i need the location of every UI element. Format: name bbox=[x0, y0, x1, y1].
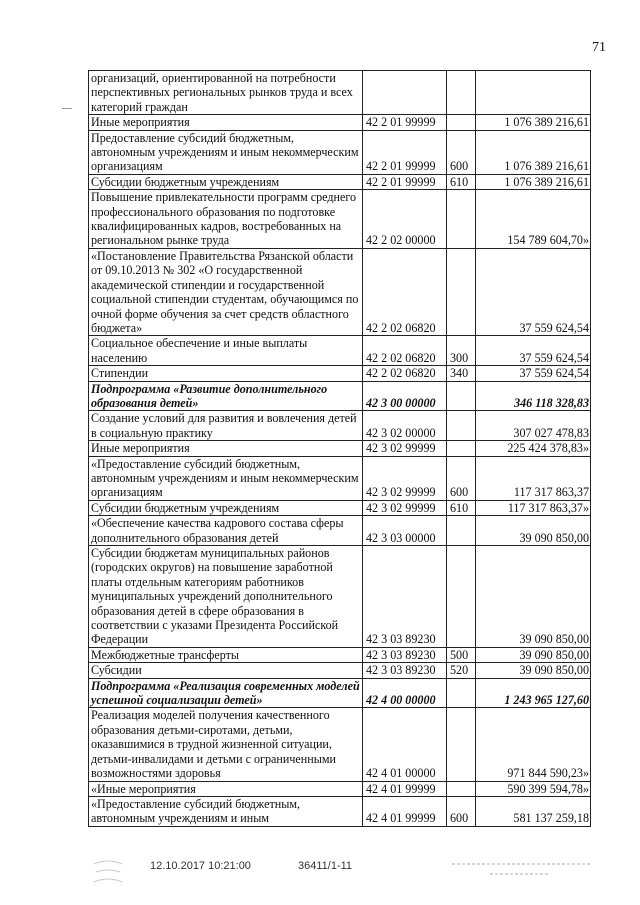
cell-sum: 39 090 850,00 bbox=[476, 647, 591, 662]
cell-name: Стипендии bbox=[89, 366, 363, 381]
cell-expense-type: 520 bbox=[447, 663, 476, 678]
cell-code: 42 2 02 06820 bbox=[363, 366, 447, 381]
table-row bbox=[89, 781, 591, 796]
cell-expense-type: 610 bbox=[447, 500, 476, 515]
cell-name: Иные мероприятия bbox=[89, 115, 363, 130]
cell-sum: 39 090 850,00 bbox=[476, 546, 591, 648]
table-row bbox=[89, 130, 591, 174]
table-row bbox=[89, 411, 591, 441]
cell-code: 42 3 03 89230 bbox=[363, 663, 447, 678]
footer-doc-id: 36411/1-11 bbox=[298, 860, 353, 872]
cell-sum: 971 844 590,23» bbox=[476, 708, 591, 781]
cell-expense-type bbox=[447, 708, 476, 781]
cell-code: 42 3 02 99999 bbox=[363, 500, 447, 515]
cell-name: Социальное обеспечение и иные выплаты населению bbox=[89, 336, 363, 366]
cell-sum: 117 317 863,37 bbox=[476, 456, 591, 500]
cell-expense-type bbox=[447, 516, 476, 546]
page-footer bbox=[0, 856, 640, 896]
cell-expense-type bbox=[447, 115, 476, 130]
cell-code: 42 2 01 99999 bbox=[363, 174, 447, 189]
cell-code: 42 2 01 99999 bbox=[363, 130, 447, 174]
cell-name: Субсидии бюджетам муниципальных районов (городских округов) на повышение заработной платы отдельным категориям работников муниципальных учреждений дополнительного образования детей в сфере образования в соответствии с указами Президента Российской Федерации bbox=[89, 546, 363, 648]
cell-name: Предоставление субсидий бюджетным, автономным учреждениям и иным некоммерческим организациям bbox=[89, 130, 363, 174]
cell-sum: 39 090 850,00 bbox=[476, 516, 591, 546]
cell-expense-type: 500 bbox=[447, 647, 476, 662]
table-row bbox=[89, 647, 591, 662]
cell-code: 42 4 01 00000 bbox=[363, 708, 447, 781]
cell-expense-type bbox=[447, 781, 476, 796]
cell-sum: 1 243 965 127,60 bbox=[476, 678, 591, 708]
table-row bbox=[89, 456, 591, 500]
cell-expense-type: 600 bbox=[447, 130, 476, 174]
cell-name: Субсидии bbox=[89, 663, 363, 678]
table-row bbox=[89, 678, 591, 708]
cell-name: Подпрограмма «Реализация современных моделей успешной социализации детей» bbox=[89, 678, 363, 708]
cell-expense-type: 600 bbox=[447, 456, 476, 500]
cell-code: 42 3 00 00000 bbox=[363, 381, 447, 411]
cell-expense-type: 300 bbox=[447, 336, 476, 366]
cell-name: «Предоставление субсидий бюджетным, автономным учреждениям и иным bbox=[89, 796, 363, 826]
cell-name: «Предоставление субсидий бюджетным, автономным учреждениям и иным некоммерческим организациям bbox=[89, 456, 363, 500]
footer-timestamp: 12.10.2017 10:21:00 bbox=[150, 860, 251, 872]
cell-sum: 307 027 478,83 bbox=[476, 411, 591, 441]
budget-table bbox=[88, 70, 591, 827]
table-row bbox=[89, 708, 591, 781]
cell-expense-type bbox=[447, 190, 476, 249]
table-row bbox=[89, 546, 591, 648]
cell-code: 42 3 03 00000 bbox=[363, 516, 447, 546]
cell-expense-type bbox=[447, 411, 476, 441]
table-row bbox=[89, 366, 591, 381]
cell-name: Субсидии бюджетным учреждениям bbox=[89, 174, 363, 189]
table-row bbox=[89, 796, 591, 826]
cell-sum: 117 317 863,37» bbox=[476, 500, 591, 515]
table-row bbox=[89, 441, 591, 456]
cell-sum: 1 076 389 216,61 bbox=[476, 130, 591, 174]
table-row bbox=[89, 663, 591, 678]
cell-code: 42 2 02 06820 bbox=[363, 248, 447, 335]
cell-code: 42 2 02 06820 bbox=[363, 336, 447, 366]
table-row bbox=[89, 71, 591, 115]
cell-expense-type: 340 bbox=[447, 366, 476, 381]
cell-name: «Иные мероприятия bbox=[89, 781, 363, 796]
table-row bbox=[89, 248, 591, 335]
cell-sum: 590 399 594,78» bbox=[476, 781, 591, 796]
cell-expense-type bbox=[447, 546, 476, 648]
cell-code: 42 3 02 99999 bbox=[363, 456, 447, 500]
cell-expense-type: 600 bbox=[447, 796, 476, 826]
stamp-mark bbox=[88, 856, 128, 890]
cell-sum: 581 137 259,18 bbox=[476, 796, 591, 826]
table-row bbox=[89, 190, 591, 249]
cell-sum: 37 559 624,54 bbox=[476, 366, 591, 381]
cell-expense-type bbox=[447, 441, 476, 456]
cell-expense-type: 610 bbox=[447, 174, 476, 189]
table-row bbox=[89, 115, 591, 130]
table-row bbox=[89, 516, 591, 546]
cell-sum: 39 090 850,00 bbox=[476, 663, 591, 678]
cell-sum: 154 789 604,70» bbox=[476, 190, 591, 249]
cell-expense-type bbox=[447, 678, 476, 708]
cell-code: 42 4 01 99999 bbox=[363, 796, 447, 826]
cell-name: Субсидии бюджетным учреждениям bbox=[89, 500, 363, 515]
cell-code: 42 4 00 00000 bbox=[363, 678, 447, 708]
margin-mark bbox=[62, 108, 72, 109]
cell-code bbox=[363, 71, 447, 115]
cell-code: 42 4 01 99999 bbox=[363, 781, 447, 796]
cell-sum bbox=[476, 71, 591, 115]
cell-code: 42 3 03 89230 bbox=[363, 546, 447, 648]
table-row bbox=[89, 500, 591, 515]
budget-table-body bbox=[89, 71, 591, 827]
cell-sum: 1 076 389 216,61 bbox=[476, 115, 591, 130]
table-row bbox=[89, 336, 591, 366]
table-row bbox=[89, 381, 591, 411]
cell-name: «Постановление Правительства Рязанской области от 09.10.2013 № 302 «О государственной академической стипендии и государственной социальной стипендии студентам, обучающимся по очной форме обучения за счет средств областного бюджета» bbox=[89, 248, 363, 335]
cell-name: Иные мероприятия bbox=[89, 441, 363, 456]
table-row bbox=[89, 174, 591, 189]
cell-name: Повышение привлекательности программ среднего профессионального образования по подготовке квалифицированных кадров, востребованных на региональном рынке труда bbox=[89, 190, 363, 249]
cell-name: Подпрограмма «Развитие дополнительного образования детей» bbox=[89, 381, 363, 411]
cell-code: 42 3 03 89230 bbox=[363, 647, 447, 662]
cell-expense-type bbox=[447, 381, 476, 411]
cell-name: Реализация моделей получения качественного образования детьми-сиротами, детьми, оказавшимися в трудной жизненной ситуации, детьми-инвалидами и детьми с ограниченными возможностями здоровья bbox=[89, 708, 363, 781]
cell-sum: 37 559 624,54 bbox=[476, 248, 591, 335]
cell-code: 42 3 02 99999 bbox=[363, 441, 447, 456]
cell-code: 42 2 01 99999 bbox=[363, 115, 447, 130]
cell-name: Создание условий для развития и вовлечения детей в социальную практику bbox=[89, 411, 363, 441]
page-number: 71 bbox=[592, 40, 606, 55]
cell-expense-type bbox=[447, 248, 476, 335]
cell-sum: 346 118 328,83 bbox=[476, 381, 591, 411]
cell-sum: 225 424 378,83» bbox=[476, 441, 591, 456]
cell-name: «Обеспечение качества кадрового состава сферы дополнительного образования детей bbox=[89, 516, 363, 546]
cell-code: 42 2 02 00000 bbox=[363, 190, 447, 249]
watermark-stamp bbox=[450, 858, 600, 883]
cell-name: организаций, ориентированной на потребности перспективных региональных рынков труда и всех категорий граждан bbox=[89, 71, 363, 115]
cell-name: Межбюджетные трансферты bbox=[89, 647, 363, 662]
cell-sum: 37 559 624,54 bbox=[476, 336, 591, 366]
cell-code: 42 3 02 00000 bbox=[363, 411, 447, 441]
cell-sum: 1 076 389 216,61 bbox=[476, 174, 591, 189]
cell-expense-type bbox=[447, 71, 476, 115]
